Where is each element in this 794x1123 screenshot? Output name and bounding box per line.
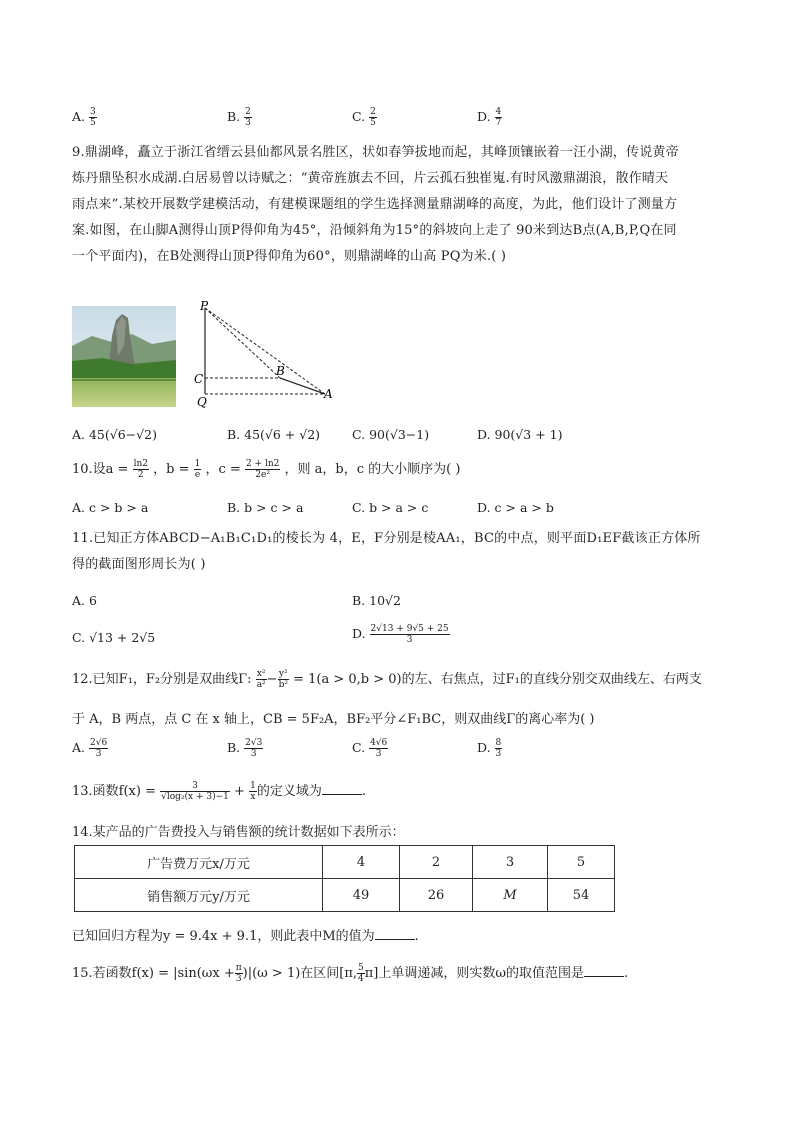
q10-option-c[interactable]: C. b > a > c: [352, 500, 429, 515]
table-cell: 5: [548, 846, 615, 879]
q9-line-1: 9.鼎湖峰，矗立于浙江省缙云县仙都风景名胜区，状如春笋拔地而起，其峰顶镶嵌着一汪小湖，传说黄帝: [72, 145, 679, 160]
q14-table: [74, 845, 615, 912]
table-cell: 销售额万元y/万元: [75, 879, 323, 912]
q9-line-5: 一个平面内)，在B处测得山顶P得仰角为60°，则鼎湖峰的山高 PQ为米.( ): [72, 249, 507, 264]
q14-intro: 14.某产品的广告费投入与销售额的统计数据如下表所示：: [72, 825, 405, 840]
q10-option-d[interactable]: D. c > a > b: [477, 500, 554, 515]
q10-option-b[interactable]: B. b > c > a: [227, 500, 304, 515]
q10-stem: 10.设a = $\frac{\ln 2}{2}$ ，b = $\frac{1}{e}$ ，c = $\frac{2 + \ln 2}{\text{2e²}}$ ，则 a，b，c 的大小顺序为( ): [72, 459, 461, 480]
q9-text: [72, 140, 679, 270]
q11-text: 11.已知正方体ABCD−A₁B₁C₁D₁的棱长为 4，E，F分别是棱AA₁，BC的中点，则平面D₁EF截该正方体所 得的截面图形周长为( ): [72, 531, 701, 572]
q9-option-b[interactable]: B. 45(√6 + √2): [227, 427, 321, 442]
q8-option-b[interactable]: B. $\frac{2}{3}$: [227, 107, 251, 128]
table-row: [75, 879, 615, 912]
table-cell: 广告费万元x/万元: [75, 846, 323, 879]
q8-option-a[interactable]: A. $\frac{3}{5}$: [72, 107, 96, 128]
q11-option-b[interactable]: B. 10√2: [352, 593, 401, 608]
pb-line: [205, 308, 280, 378]
q14-regression: 已知回归方程为y = 9.4x + 9.1，则此表中M的值为 .: [72, 929, 419, 944]
q12-option-b[interactable]: B. $\frac{2√3}{3}$: [227, 738, 263, 759]
label-p: P: [200, 299, 209, 313]
table-cell: 4: [323, 846, 400, 879]
q15-answer-blank[interactable]: [584, 964, 624, 977]
table-cell: 49: [323, 879, 400, 912]
ba-line: [280, 378, 325, 394]
q12-stem-line-2: 于 A，B 两点，点 C 在 x 轴上，CB = 5F₂A，BF₂平分∠F₁BC，则双曲线Γ的离心率为( ): [72, 712, 595, 727]
q9-option-d[interactable]: D. 90(√3 + 1): [477, 427, 563, 442]
q15-stem: 15.若函数f(x) = |sin(ωx + $\frac{\pi}{3}$ )|(ω > 1)在区间[π, $\frac{5}{4}$ π]上单调递减，则实数ω的取值范围是 .: [72, 963, 629, 984]
q9-line-2: 炼丹鼎坠积水成湖.白居易曾以诗赋之：“黄帝旌旗去不回，片云孤石独崔嵬.有时风激鼎湖浪，散作晴天: [72, 171, 669, 186]
label-q: Q: [197, 395, 207, 409]
q11-option-d[interactable]: D. $\frac{2√13 + 9√5 + 25}{3}$: [352, 624, 449, 645]
q9-option-c[interactable]: C. 90(√3−1): [352, 427, 430, 442]
q10-option-a[interactable]: A. c > b > a: [72, 500, 149, 515]
table-cell: 2: [400, 846, 473, 879]
pa-line: [205, 308, 325, 394]
mountain-photo: [72, 306, 176, 407]
q13-answer-blank[interactable]: [322, 782, 362, 795]
q11-option-c[interactable]: C. √13 + 2√5: [72, 630, 156, 645]
q8-option-c[interactable]: C. $\frac{2}{5}$: [352, 107, 376, 128]
label-c: C: [194, 372, 204, 386]
q11-option-a[interactable]: A. 6: [72, 593, 97, 608]
q9-line-3: 雨点来”.某校开展数学建模活动，有建模课题组的学生选择测量鼎湖峰的高度，为此，他们设计了测量方: [72, 197, 678, 212]
q13-stem: 13.函数f(x) = $\frac{3}{\text{√log₂(x + 3)−1}}$ + $\frac{1}{x}$ 的定义域为 .: [72, 781, 366, 802]
q14-answer-blank[interactable]: [375, 927, 415, 940]
q8-option-d[interactable]: D. $\frac{4}{7}$: [477, 107, 502, 128]
table-cell: 26: [400, 879, 473, 912]
q12-option-c[interactable]: C. $\frac{4√6}{3}$: [352, 738, 388, 759]
q9-line-4: 案.如图，在山脚A测得山顶P得仰角为45°，沿倾斜角为15°的斜坡向上走了 90米到达B点(A,B,P,Q在同: [72, 223, 677, 238]
q12-stem-line-1: 12.已知F₁，F₂分别是双曲线Γ: $\frac{\text{x²}}{\text{a²}}$ − $\frac{\text{y²}}{\text{b²}}$ = 1(a > 0,b > 0)的左、右焦点，过F₁的直线分别交双曲线左、右两支: [72, 669, 702, 690]
q12-option-d[interactable]: D. $\frac{8}{3}$: [477, 738, 502, 759]
q9-diagram: [190, 298, 340, 410]
label-a: A: [324, 387, 333, 401]
table-cell: 54: [548, 879, 615, 912]
table-cell: M: [473, 879, 548, 912]
table-row: [75, 846, 615, 879]
label-b: B: [276, 364, 285, 378]
q12-option-a[interactable]: A. $\frac{2√6}{3}$: [72, 738, 108, 759]
q9-option-a[interactable]: A. 45(√6−√2): [72, 427, 157, 442]
table-cell: 3: [473, 846, 548, 879]
